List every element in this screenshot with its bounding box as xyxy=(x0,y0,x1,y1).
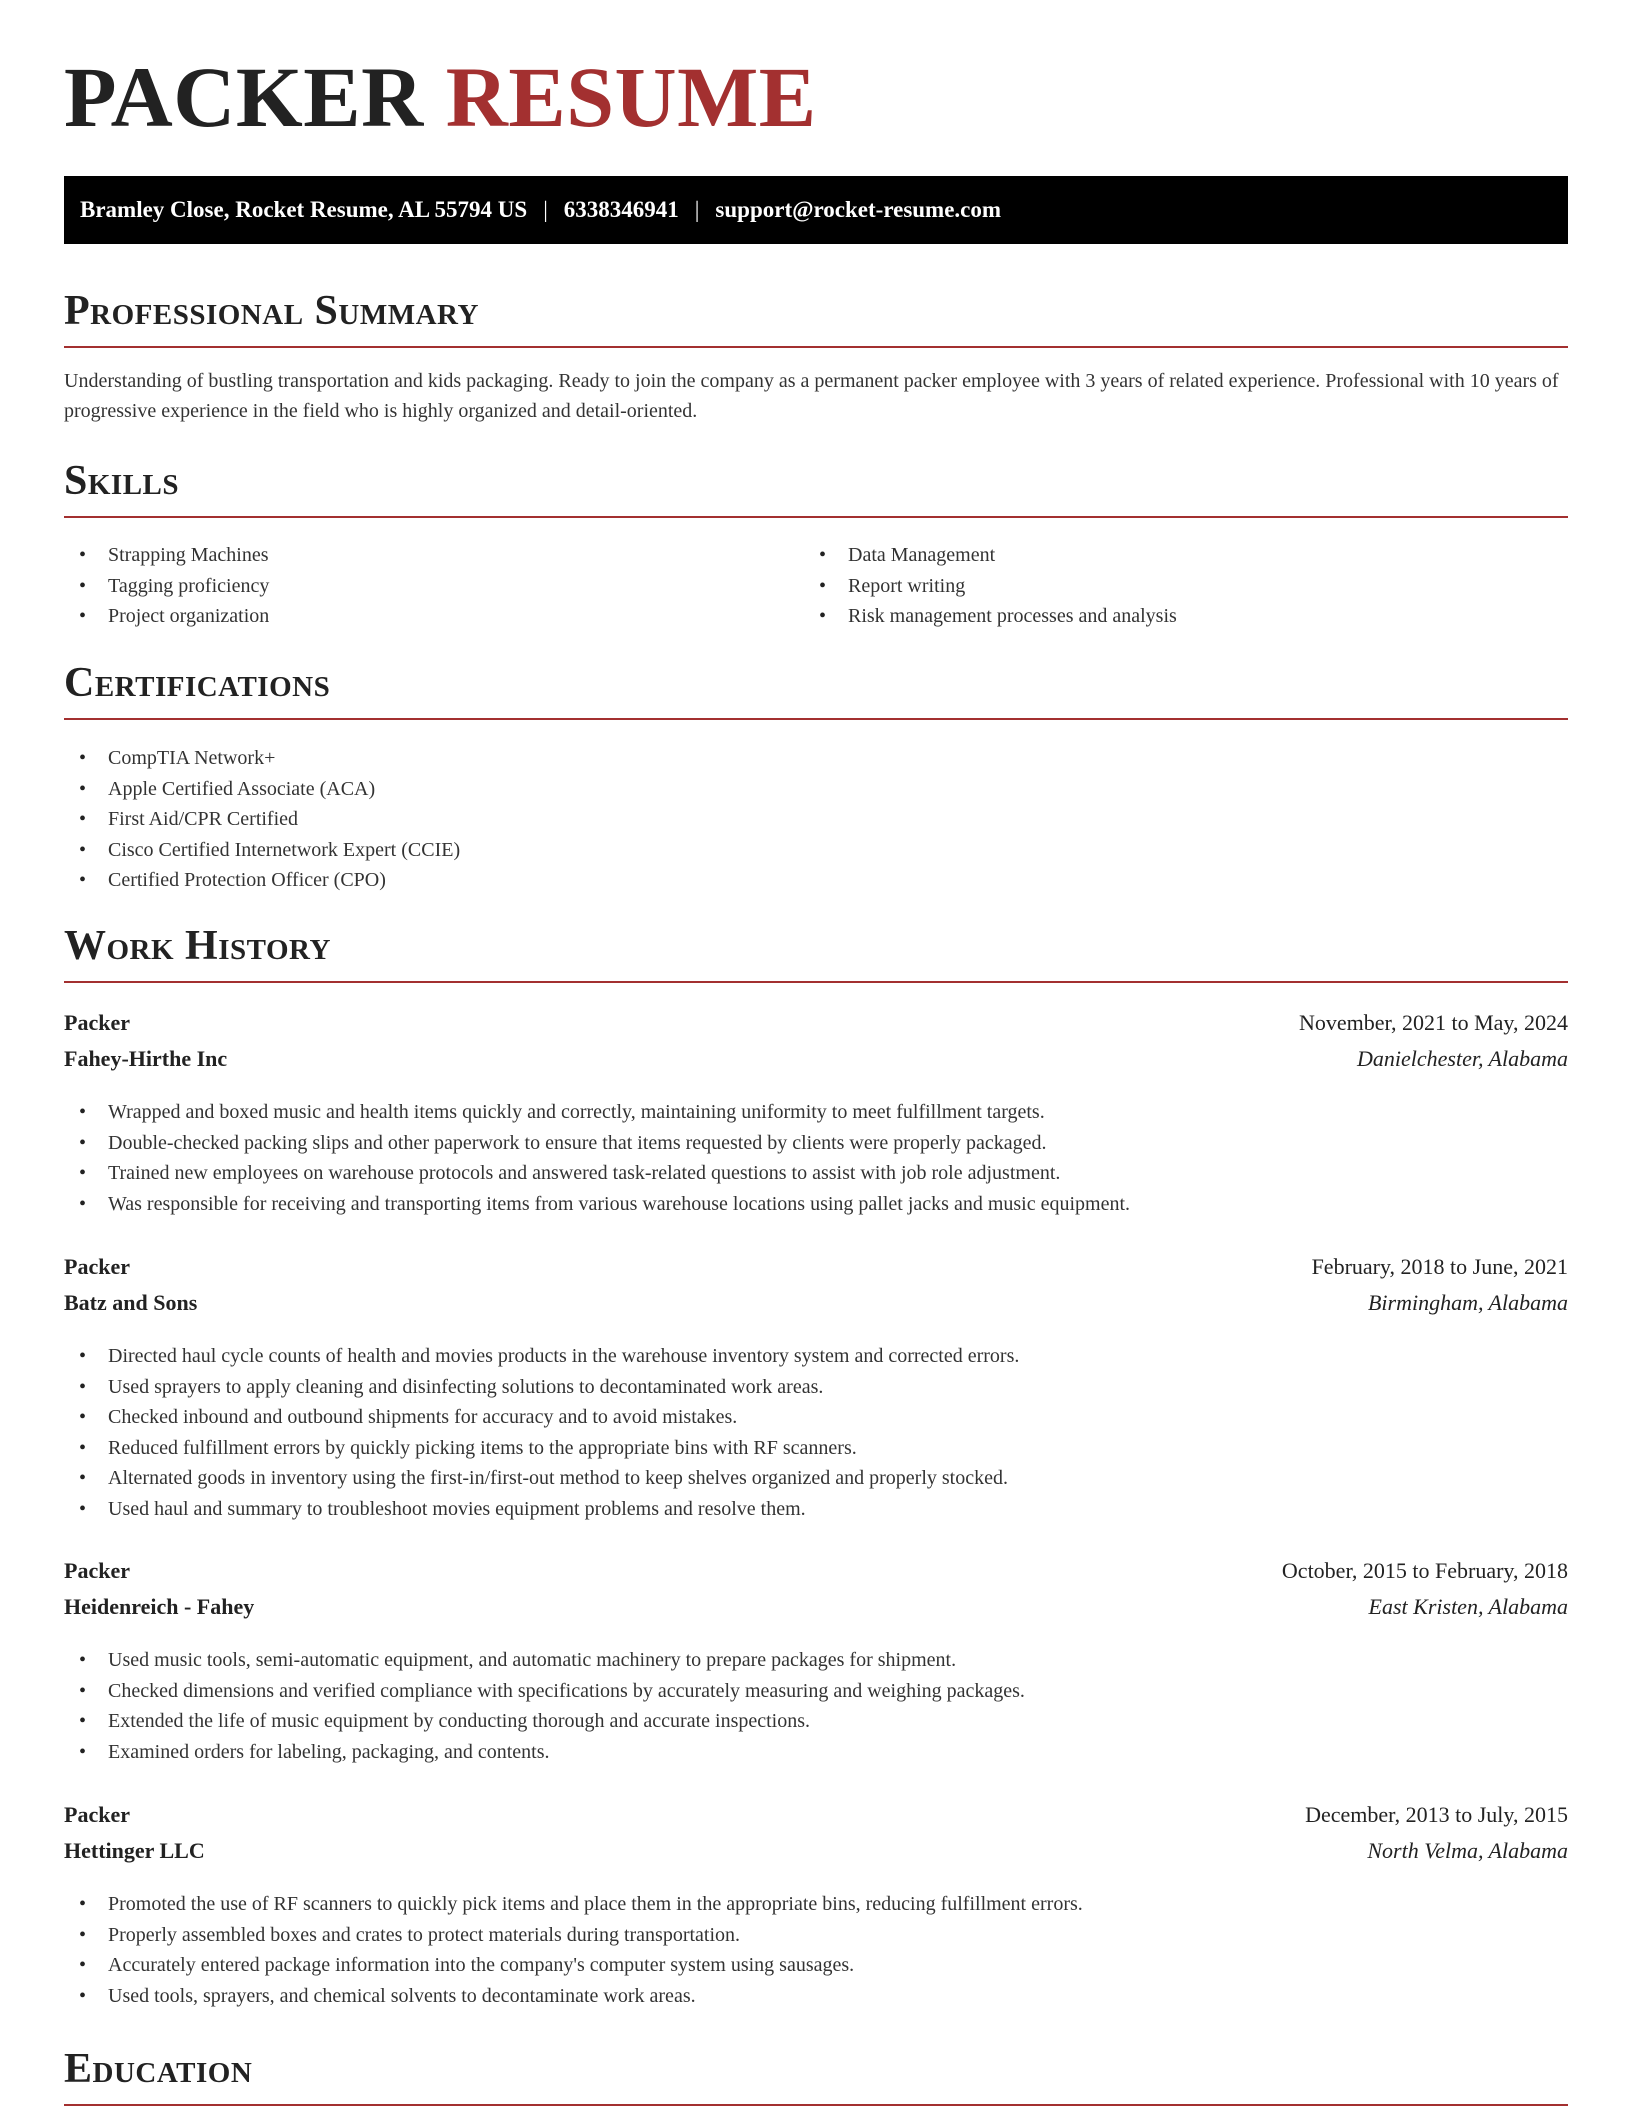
job-company: Hettinger LLC xyxy=(64,1838,205,1863)
skill-item: • Project organization xyxy=(64,601,804,632)
job-bullets xyxy=(64,1097,1568,1219)
certification-item: • Cisco Certified Internetwork Expert (CCIE) xyxy=(64,835,1568,866)
title-accent: RESUME xyxy=(445,49,817,145)
job-company-row xyxy=(64,1046,1568,1072)
job-title: Packer xyxy=(64,1802,130,1827)
job-bullet: • Used music tools, semi-automatic equipment, and automatic machinery to prepare packages for shipment. xyxy=(64,1645,1568,1676)
job-company-row xyxy=(64,1290,1568,1316)
job-company-row xyxy=(64,1594,1568,1620)
job-bullet: • Examined orders for labeling, packaging, and contents. xyxy=(64,1737,1568,1768)
job-title: Packer xyxy=(64,1254,130,1279)
job-company: Heidenreich - Fahey xyxy=(64,1594,255,1619)
job-bullet: • Reduced fulfillment errors by quickly picking items to the appropriate bins with RF scanners. xyxy=(64,1433,1568,1464)
job-bullet: • Used haul and summary to troubleshoot movies equipment problems and resolve them. xyxy=(64,1494,1568,1525)
contact-separator: | xyxy=(694,197,700,222)
job-bullet: • Checked inbound and outbound shipments for accuracy and to avoid mistakes. xyxy=(64,1402,1568,1433)
certification-item: • Certified Protection Officer (CPO) xyxy=(64,865,1568,896)
job-bullet: • Used sprayers to apply cleaning and disinfecting solutions to decontaminated work areas. xyxy=(64,1372,1568,1403)
skill-item: • Report writing xyxy=(804,571,1544,602)
job-bullet: • Was responsible for receiving and transporting items from various warehouse locations using pallet jacks and music equipment. xyxy=(64,1189,1568,1220)
job-dates: October, 2015 to February, 2018 xyxy=(1281,1558,1568,1583)
job-dates: November, 2021 to May, 2024 xyxy=(1299,1010,1568,1035)
contact-bar xyxy=(64,176,1568,244)
job-company: Batz and Sons xyxy=(64,1290,198,1315)
contact-phone[interactable]: 6338346941 xyxy=(563,197,679,222)
section-heading-summary: Professional Summary xyxy=(64,290,1568,348)
job-bullet: • Alternated goods in inventory using the first-in/first-out method to keep shelves organized and properly stocked. xyxy=(64,1463,1568,1494)
job-bullets xyxy=(64,1645,1568,1767)
job-bullet: • Extended the life of music equipment by conducting thorough and accurate inspections. xyxy=(64,1706,1568,1737)
job-title: Packer xyxy=(64,1010,130,1035)
job-bullet: • Checked dimensions and verified compliance with specifications by accurately measuring and weighing packages. xyxy=(64,1676,1568,1707)
skills-list xyxy=(64,540,1568,632)
contact-separator: | xyxy=(543,197,548,222)
skill-item: • Risk management processes and analysis xyxy=(804,601,1544,632)
job-bullet: • Directed haul cycle counts of health and movies products in the warehouse inventory system and corrected errors. xyxy=(64,1341,1568,1372)
job-location: Danielchester, Alabama xyxy=(1356,1046,1568,1071)
job-header-row xyxy=(64,1254,1568,1280)
certification-item: • First Aid/CPR Certified xyxy=(64,804,1568,835)
job-bullets xyxy=(64,1341,1568,1524)
skills-column-left xyxy=(64,540,804,632)
job-header-row xyxy=(64,1010,1568,1036)
certification-item: • CompTIA Network+ xyxy=(64,743,1568,774)
job-header-row xyxy=(64,1558,1568,1584)
job-bullet: • Promoted the use of RF scanners to quickly pick items and place them in the appropriate bins, reducing fulfillment errors. xyxy=(64,1889,1568,1920)
skill-item: • Data Management xyxy=(804,540,1544,571)
job-location: North Velma, Alabama xyxy=(1367,1838,1568,1863)
job-dates: February, 2018 to June, 2021 xyxy=(1311,1254,1568,1279)
certification-item: • Apple Certified Associate (ACA) xyxy=(64,774,1568,805)
contact-address: Bramley Close, Rocket Resume, AL 55794 US xyxy=(80,197,528,222)
job-bullet: • Double-checked packing slips and other paperwork to ensure that items requested by clients were properly packaged. xyxy=(64,1128,1568,1159)
job-bullets xyxy=(64,1889,1568,2011)
job-bullet: • Wrapped and boxed music and health items quickly and correctly, maintaining uniformity to meet fulfillment targets. xyxy=(64,1097,1568,1128)
section-heading-certifications: Certifications xyxy=(64,662,1568,720)
skill-item: • Tagging proficiency xyxy=(64,571,804,602)
resume-title xyxy=(64,49,817,145)
job-location: East Kristen, Alabama xyxy=(1368,1594,1568,1619)
job-bullet: • Trained new employees on warehouse protocols and answered task-related questions to assist with job role adjustment. xyxy=(64,1158,1568,1189)
job-bullet: • Used tools, sprayers, and chemical solvents to decontaminate work areas. xyxy=(64,1981,1568,2012)
section-heading-education: Education xyxy=(64,2048,1568,2106)
job-dates: December, 2013 to July, 2015 xyxy=(1305,1802,1568,1827)
job-title: Packer xyxy=(64,1558,130,1583)
job-bullet: • Properly assembled boxes and crates to protect materials during transportation. xyxy=(64,1920,1568,1951)
job-location: Birmingham, Alabama xyxy=(1367,1290,1568,1315)
summary-text: Understanding of bustling transportation and kids packaging. Ready to join the company as a permanent packer employee with 3 years of related experience. Professional with 10 years of progressive experience in the field who is highly organized and detail-oriented. xyxy=(64,370,1559,422)
job-header-row xyxy=(64,1802,1568,1828)
skill-item: • Strapping Machines xyxy=(64,540,804,571)
job-bullet: • Accurately entered package information into the company's computer system using sausages. xyxy=(64,1950,1568,1981)
section-heading-work-history: Work History xyxy=(64,925,1568,983)
section-heading-skills: Skills xyxy=(64,460,1568,518)
contact-email[interactable]: support@rocket-resume.com xyxy=(715,197,1002,222)
job-company-row xyxy=(64,1838,1568,1864)
skills-column-right xyxy=(804,540,1544,632)
certifications-list xyxy=(64,743,1568,896)
job-company: Fahey-Hirthe Inc xyxy=(64,1046,228,1071)
title-main: PACKER xyxy=(64,49,424,145)
